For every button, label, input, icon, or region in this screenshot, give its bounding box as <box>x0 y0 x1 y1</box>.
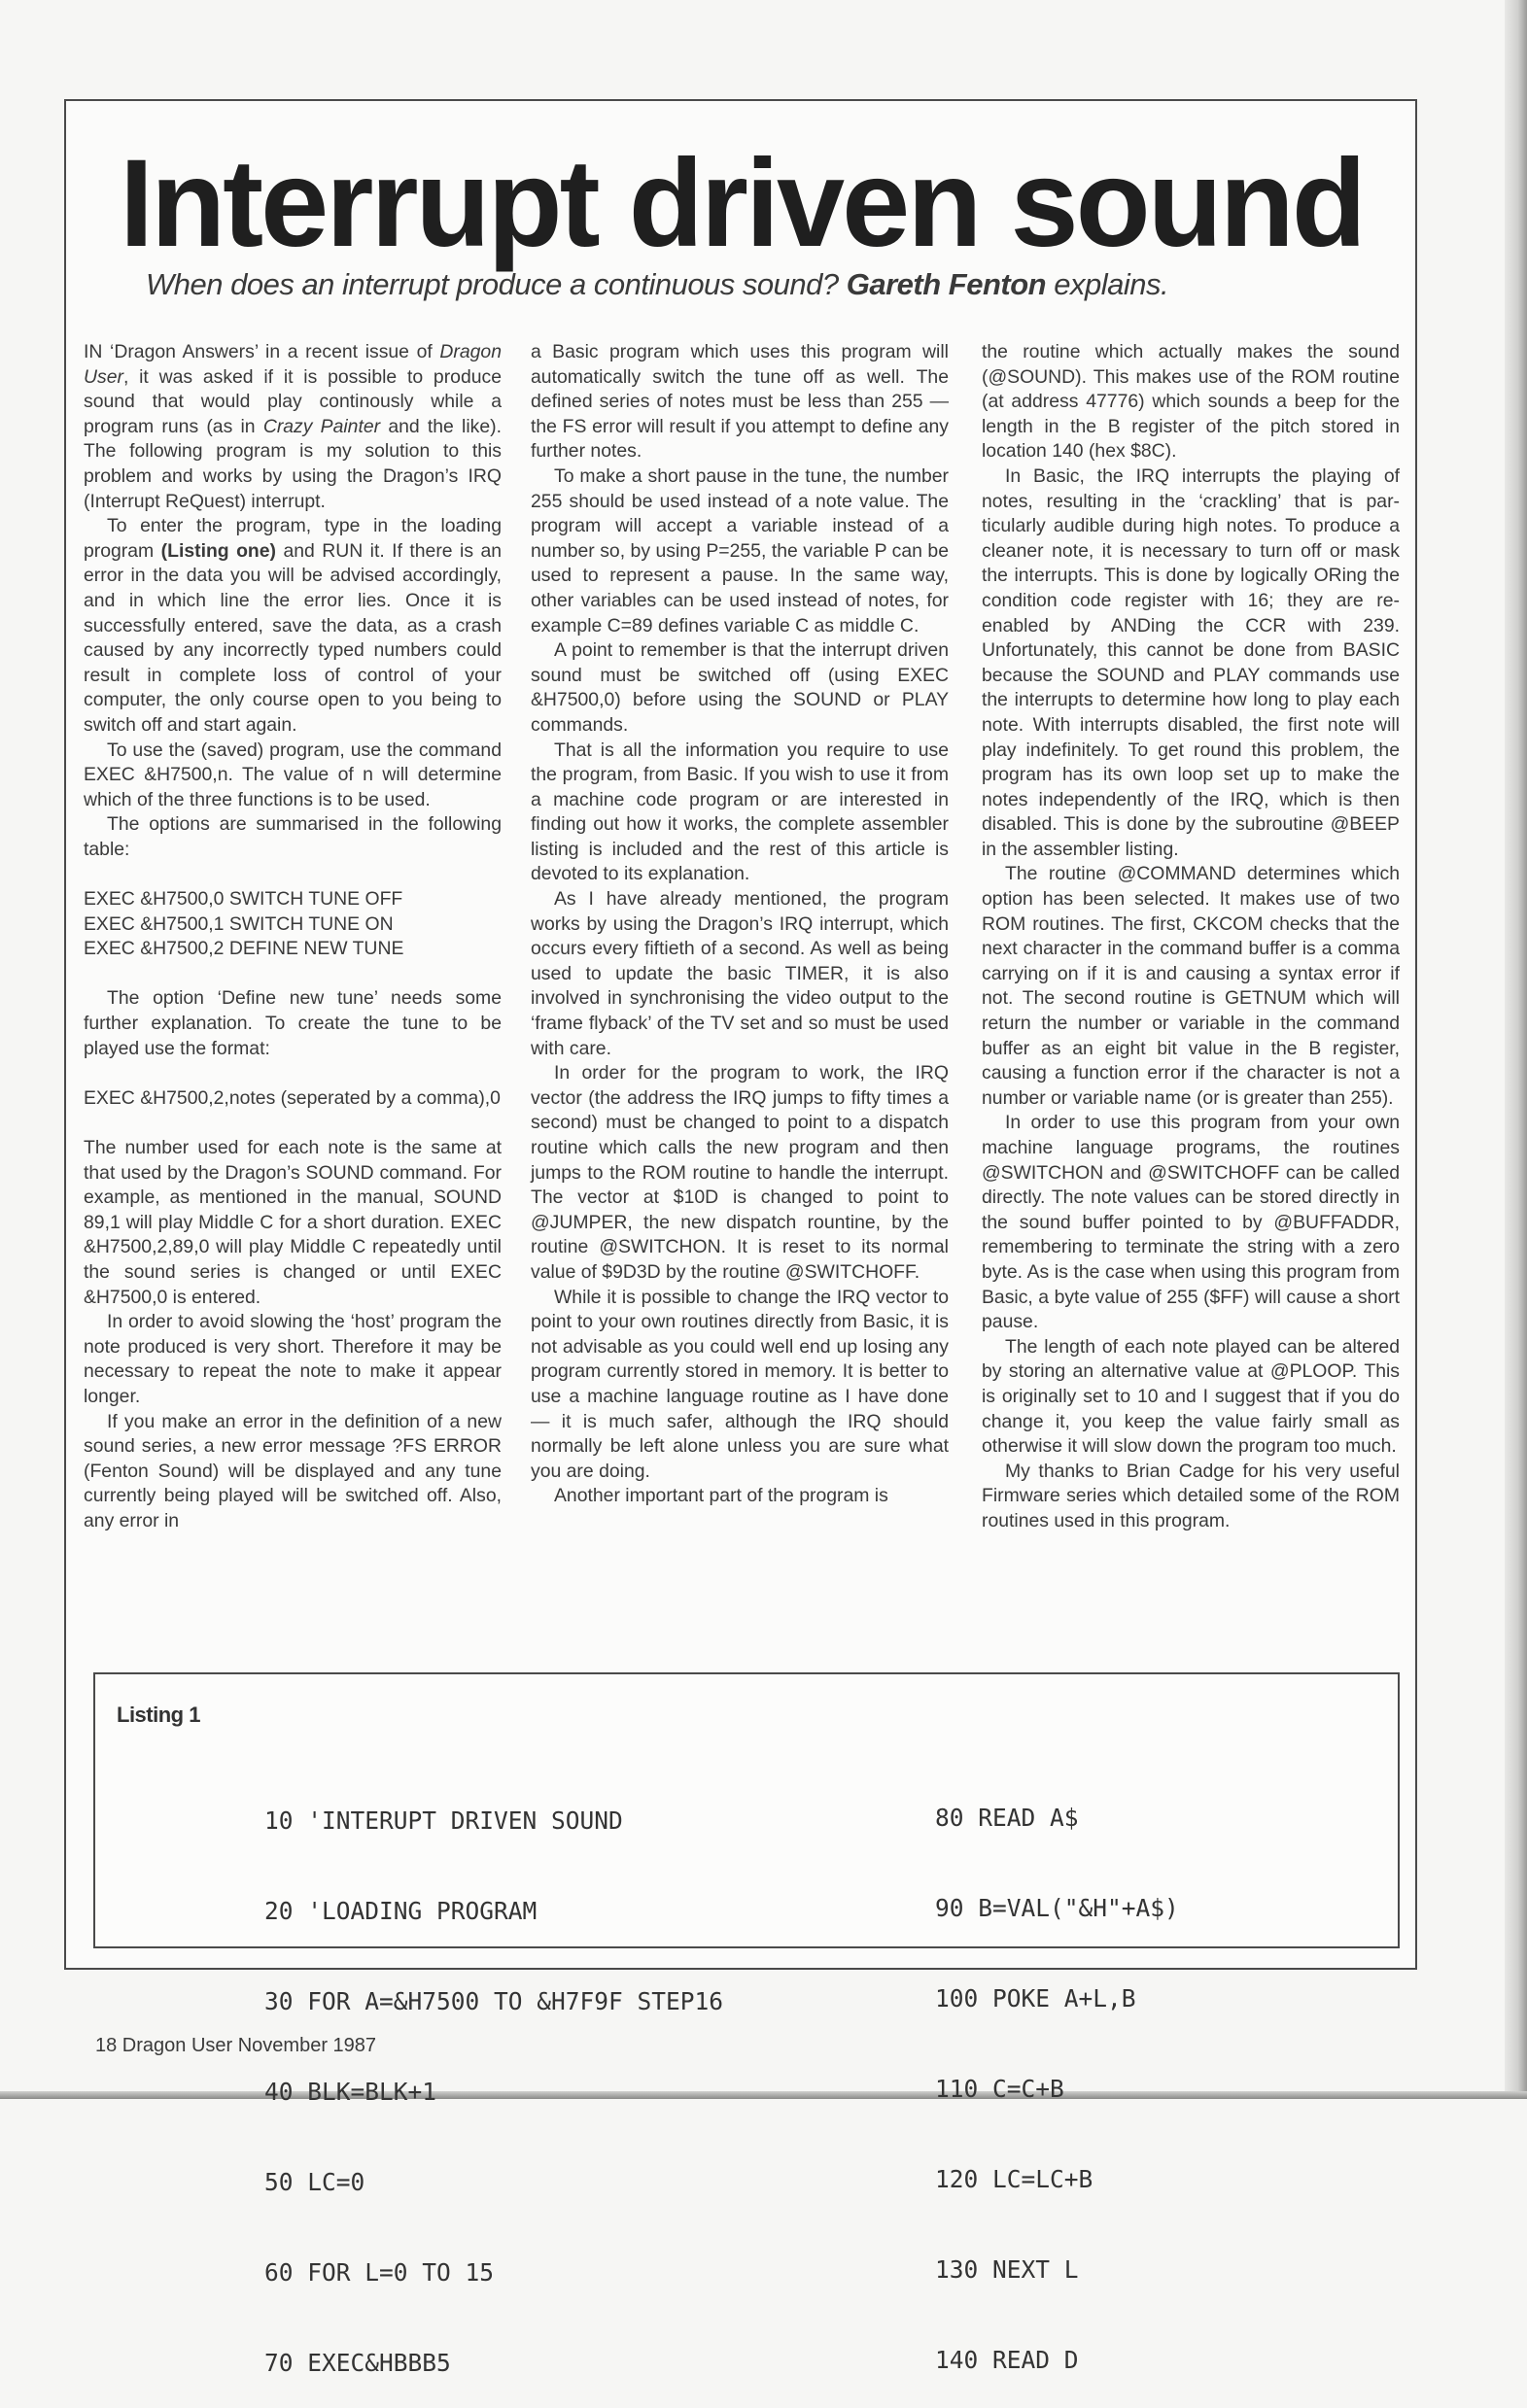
paragraph: While it is possible to change the IRQ vector to point to your own routines directly from Basic, it is not advisable as you could well end up losing any program currently stored in memory. It is better to use a machine language routine as I have done — it is much safer, although the IRQ should normally be left alone unless you are sure what you are doing. <box>531 1286 949 1482</box>
listing-title: Listing 1 <box>117 1703 200 1727</box>
text-run: IN ‘Dragon Answers’ in a recent issue of <box>84 341 440 362</box>
standfirst-question: When does an interrupt produce a continuous sound? <box>146 267 839 301</box>
code-line: 20 'LOADING PROGRAM <box>264 1897 538 1925</box>
paragraph: In order for the program to work, the IRQ vector (the address the IRQ jumps to fifty times a second) must be changed to point to a dispatch routine which calls the new program and then jumps to the ROM routine to handle the interrupt. The vector at $10D is changed to point to @JUMPER, the new dispatch rountine, by the routine @SWITCHON. It is reset to its normal value of $9D3D by the routine @SWITCHOFF. <box>531 1062 949 1283</box>
format-line: EXEC &H7500,2,notes (seperated by a comma),0 <box>84 1086 501 1109</box>
code-line: 60 FOR L=0 TO 15 <box>264 2258 495 2287</box>
code-line: 40 BLK=BLK+1 <box>264 2078 437 2106</box>
code-line: 120 LC=LC+B <box>935 2165 1093 2193</box>
code-listing-left <box>264 1745 723 2408</box>
paragraph: If you make an error in the definition of a new sound series, a new error message ?FS ERROR (Fenton Sound) will be displayed and any tune currently being played will be switched off. Also, any error in <box>84 1410 502 1531</box>
body-column-1 <box>84 340 502 1534</box>
paragraph: The options are summarised in the following table: <box>84 813 502 860</box>
paragraph: The routine @COMMAND determines which option has been selected. It makes use of two ROM routines. The first, CKCOM checks that the next character in the command buffer is a comma carrying on if it is and causing a syntax error if not. The second routine is GETNUM which will return the number or variable in the command buffer as an eight bit value in the B register, causing a function error if the character is not a number or variable name (or is greater than 255). <box>982 863 1400 1109</box>
standfirst-tail: explains. <box>1054 267 1169 301</box>
options-table-row: EXEC &H7500,0 SWITCH TUNE OFF <box>84 888 403 911</box>
options-table <box>84 887 502 962</box>
paragraph <box>84 340 502 514</box>
listing-reference: (Listing one) <box>160 539 277 562</box>
code-line: 50 LC=0 <box>264 2168 365 2196</box>
paragraph: That is all the information you require to use the program, from Basic. If you wish to use it from a machine code program or are interested in finding out how it works, the complete assembler listing is included and the rest of this article is devoted to its explanation. <box>531 739 949 885</box>
code-line: 140 READ D <box>935 2346 1079 2374</box>
options-table-row: EXEC &H7500,1 SWITCH TUNE ON <box>84 912 394 935</box>
page-folio: 18 Dragon User November 1987 <box>95 2035 377 2056</box>
body-column-3 <box>982 340 1400 1534</box>
paragraph: In order to use this program from your own machine language programs, the routines @SWITCHON and @SWITCHOFF can be called directly. The note values can be stored directly in the sound buffer pointed to by @BUFFADDR, remembering to terminate the string with a zero byte. As is the case when using this program from Basic, a byte value of 255 ($FF) will cause a short pause. <box>982 1112 1400 1333</box>
magazine-title: Dragon User <box>84 341 502 388</box>
text-run: To enter the program, type in the loading program <box>84 515 502 562</box>
paragraph: A point to remember is that the interrupt driven sound must be switched off (using EXEC &H7500,0) before using the SOUND or PLAY commands. <box>531 639 949 736</box>
code-line: 30 FOR A=&H7500 TO &H7F9F STEP16 <box>264 1987 724 2015</box>
paragraph: Another important part of the program is <box>554 1485 888 1507</box>
code-line: 110 C=C+B <box>935 2075 1064 2103</box>
code-line: 100 POKE A+L,B <box>935 1984 1136 2012</box>
paragraph: The number used for each note is the same at that used by the Dragon’s SOUND command. For example, as mentioned in the manual, SOUND 89,1 will play Middle C for a short duration. EXEC &H7500,2,89,0 will play Middle C repeatedly until the sound series is changed or until EXEC &H7500,0 is entered. <box>84 1137 502 1308</box>
code-line: 10 'INTERUPT DRIVEN SOUND <box>264 1806 623 1835</box>
paragraph: To use the (saved) program, use the command EXEC &H7500,n. The value of n will determine which of the three functions is to be used. <box>84 739 502 810</box>
paragraph <box>84 514 502 738</box>
standfirst <box>146 267 1361 302</box>
paragraph: In Basic, the IRQ interrupts the playing of notes, resulting in the ‘crackling’ that is particularly audible during high notes. To produce a cleaner note, it is necessary to turn off or mask the interrupts. This is done by logically ORing the condition code register with 16; they are re-enabled by ANDing the CCR with 239. Unfortunately, this cannot be done from BASIC because the SOUND and PLAY commands use the interrupts to determine how long to play each note. With interrupts disabled, the first note will play indefinitely. To get round this problem, the program has its own loop set up to make the notes independently of the IRQ, which is then disabled. This is done by the subroutine @BEEP in the assembler listing. <box>982 464 1400 860</box>
options-table-row: EXEC &H7500,2 DEFINE NEW TUNE <box>84 938 404 960</box>
code-line: 90 B=VAL("&H"+A$) <box>935 1894 1179 1922</box>
paragraph: In order to avoid slowing the ‘host’ program the note produced is very short. Therefore it may be necessary to repeat the note to make it appear longer. <box>84 1311 502 1407</box>
paragraph: To make a short pause in the tune, the number 255 should be used instead of a note value. The program will accept a variable instead of a number so, by using P=255, the variable P can be used to represent a pause. In the same way, other variables can be used instead of notes, for example C=89 defines variable C as middle C. <box>531 464 949 636</box>
body-column-2 <box>531 340 949 1509</box>
code-line: 130 NEXT L <box>935 2255 1079 2284</box>
code-line: 80 READ A$ <box>935 1804 1079 1832</box>
page-edge-shadow <box>1505 0 1527 2099</box>
author-name: Gareth Fenton <box>846 267 1047 301</box>
code-line: 70 EXEC&HBBB5 <box>264 2349 451 2377</box>
paragraph: The option ‘Define new tune’ needs some further explanation. To create the tune to be played use the format: <box>84 987 502 1059</box>
paragraph: a Basic program which uses this program will automatically switch the tune off as well. The defined series of notes must be less than 255 — the FS error will result if you attempt to define any further notes. <box>531 341 949 463</box>
text-run: and RUN it. If there is an error in the data you will be advised accordingly, and in which line the error lies. Once it is successfully entered, save the data, as a crash caused by any incorrectly typed numbers could result in complete loss of control of your computer, the only course open to you being to switch off and start again. <box>84 539 503 736</box>
paragraph: As I have already mentioned, the program works by using the Dragon’s IRQ interrupt, which occurs every fiftieth of a second. As well as being used to update the basic TIMER, it is also involved in synchronising the video output to the ‘frame flyback’ of the TV set and so must be used with care. <box>531 888 949 1059</box>
paragraph: The length of each note played can be altered by storing an alternative value at @PLOOP. This is originally set to 10 and I suggest that if you do change it, you keep the value fairly small as otherwise it will slow down the program too much. <box>982 1335 1400 1458</box>
text-run: and the like). The following program is my solution to this problem and works by using the Dragon’s IRQ (Interrupt ReQuest) interrupt. <box>84 415 502 512</box>
paragraph: My thanks to Brian Cadge for his very useful Firmware series which detailed some of the ROM routines used in this program. <box>982 1460 1400 1531</box>
code-listing-right <box>935 1742 1179 2405</box>
paragraph: the routine which actually makes the sound (@SOUND). This makes use of the ROM routine (at address 47776) which sounds a beep for the length in the B register of the pitch stored in location 140 (hex $8C). <box>982 341 1400 463</box>
headline: Interrupt driven sound <box>120 134 1364 273</box>
page-bottom-shadow <box>0 2091 1527 2099</box>
text-run: , it was asked if it is possible to produce sound that would play continously while a program runs (as in <box>84 365 502 437</box>
game-title: Crazy Painter <box>262 415 381 437</box>
